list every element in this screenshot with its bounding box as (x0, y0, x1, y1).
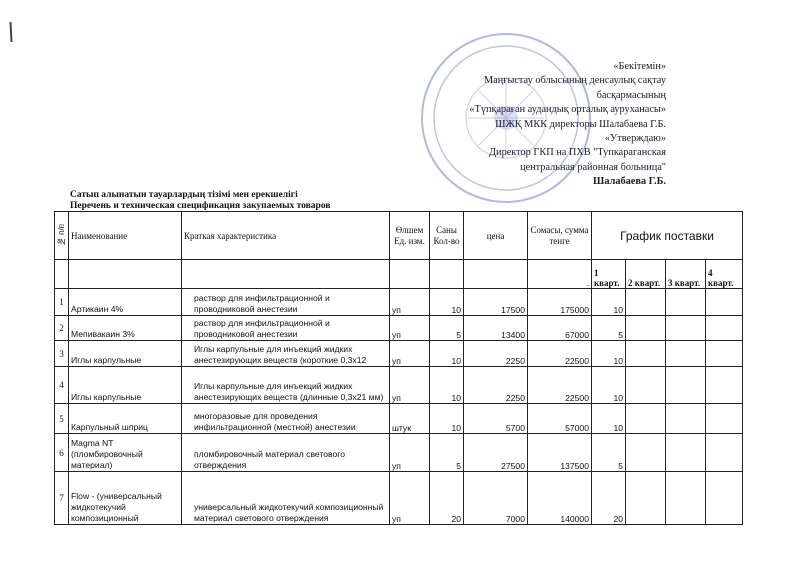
item-quarter-2 (626, 316, 666, 341)
item-quarter-2 (626, 289, 666, 316)
item-description: Иглы карпульные для инъекций жидких анестезирующих веществ (длинные 0,3х21 мм) (182, 367, 390, 404)
item-name: Magma NT (пломбировочный материал) (69, 434, 182, 472)
item-quarter-3 (666, 341, 706, 367)
header-sum: Сомасы, сумма тенге (528, 212, 592, 260)
header-mark: . (528, 260, 592, 289)
item-quarter-4 (706, 289, 743, 316)
document-title (70, 190, 330, 212)
approval-line: Маңғыстау облысының денсаулық сақтау (483, 75, 666, 87)
header-short-description: Краткая характеристика (182, 212, 390, 260)
row-number: 5 (55, 404, 69, 434)
item-description: многоразовые для проведения инфильтрационной (местной) анестезии (182, 404, 390, 434)
item-unit: уп (390, 434, 430, 472)
item-quantity: 10 (430, 341, 464, 367)
row-number: 3 (55, 341, 69, 367)
quarter-1-header: 1 кварт. (592, 260, 626, 289)
item-price: 2250 (464, 367, 528, 404)
item-sum: 175000 (528, 289, 592, 316)
item-price: 2250 (464, 341, 528, 367)
approval-line: ШЖҚ МКК директоры Шалабаева Г.Б. (495, 118, 666, 130)
item-quantity: 10 (430, 404, 464, 434)
header-row (55, 212, 743, 260)
item-quarter-3 (666, 367, 706, 404)
row-number: 6 (55, 434, 69, 472)
item-quarter-3 (666, 404, 706, 434)
item-name: Flow - (универсальный жидкотекучий композиционный (69, 472, 182, 525)
approval-line: Директор ГКП на ПХВ "Тупкараганская (489, 147, 666, 159)
item-quarter-3 (666, 472, 706, 525)
item-unit: уп (390, 341, 430, 367)
item-sum: 22500 (528, 367, 592, 404)
header-quantity: Саны Кол-во (430, 212, 464, 260)
item-quarter-2 (626, 404, 666, 434)
item-sum: 140000 (528, 472, 592, 525)
table-row (55, 316, 743, 341)
quarter-2-header: 2 кварт. (626, 260, 666, 289)
item-description: универсальный жидкотекучий композиционный материал светового отверждения (182, 472, 390, 525)
quarter-header-row (55, 260, 743, 289)
title-ru: Перечень и техническая спецификация закупаемых товаров (70, 201, 331, 211)
item-quantity: 5 (430, 316, 464, 341)
item-name: Артикаин 4% (69, 289, 182, 316)
item-description: пломбировочный материал светового отверждения (182, 434, 390, 472)
approval-signature: Шалабаева Г.Б. (593, 176, 666, 188)
table-row (55, 289, 743, 316)
table-row (55, 341, 743, 367)
item-price: 27500 (464, 434, 528, 472)
item-quarter-2 (626, 341, 666, 367)
item-quarter-4 (706, 404, 743, 434)
quarter-4-header: 4 кварт. (706, 260, 743, 289)
item-unit: штук (390, 404, 430, 434)
header-unit: Өлшем Ед. изм. (390, 212, 430, 260)
item-quarter-2 (626, 367, 666, 404)
item-quarter-4 (706, 472, 743, 525)
item-name: Иглы карпульные (69, 341, 182, 367)
item-quantity: 5 (430, 434, 464, 472)
title-kz: Сатып алынатын тауарлардың тізімі мен ерекшелігі (70, 190, 298, 200)
item-quarter-1: 5 (592, 434, 626, 472)
header-name: Наименование (69, 212, 182, 260)
specification-table (54, 211, 743, 525)
item-sum: 22500 (528, 341, 592, 367)
item-description: раствор для инфильтрационной и проводниковой анестезии (182, 289, 390, 316)
item-quarter-1: 10 (592, 341, 626, 367)
item-quarter-1: 10 (592, 367, 626, 404)
item-sum: 57000 (528, 404, 592, 434)
approval-line: «Утверждаю» (604, 133, 666, 145)
approval-line: «Түпқараған аудандық орталық ауруханасы» (469, 104, 666, 116)
item-price: 7000 (464, 472, 528, 525)
table-row (55, 472, 743, 525)
approval-block (469, 60, 666, 190)
item-quarter-4 (706, 316, 743, 341)
item-quarter-3 (666, 434, 706, 472)
item-quarter-1: 20 (592, 472, 626, 525)
header-delivery-schedule: График поставки (592, 212, 743, 260)
item-quarter-2 (626, 434, 666, 472)
item-quarter-1: 5 (592, 316, 626, 341)
table-row (55, 367, 743, 404)
item-quarter-1: 10 (592, 404, 626, 434)
item-quarter-4 (706, 341, 743, 367)
item-price: 17500 (464, 289, 528, 316)
item-unit: уп (390, 472, 430, 525)
item-quarter-2 (626, 472, 666, 525)
item-quarter-3 (666, 316, 706, 341)
row-number: 1 (55, 289, 69, 316)
row-number: 7 (55, 472, 69, 525)
row-number: 2 (55, 316, 69, 341)
item-quantity: 10 (430, 289, 464, 316)
item-unit: уп (390, 289, 430, 316)
item-description: раствор для инфильтрационной и проводниковой анестезии (182, 316, 390, 341)
item-quantity: 10 (430, 367, 464, 404)
row-number: 4 (55, 367, 69, 404)
item-name: Мепивакаин 3% (69, 316, 182, 341)
item-name: Иглы карпульные (69, 367, 182, 404)
approval-line: центральная районная больница" (520, 161, 666, 173)
item-quarter-4 (706, 367, 743, 404)
item-price: 13400 (464, 316, 528, 341)
item-sum: 67000 (528, 316, 592, 341)
item-quarter-4 (706, 434, 743, 472)
table-row (55, 434, 743, 472)
item-description: Иглы карпульные для инъекций жидких анестезирующих веществ (короткие 0,3х12 (182, 341, 390, 367)
header-number: № п/п (55, 212, 69, 260)
header-price: цена (464, 212, 528, 260)
approval-line: басқармасының (596, 89, 666, 101)
item-unit: уп (390, 316, 430, 341)
item-unit: уп (390, 367, 430, 404)
item-quarter-3 (666, 289, 706, 316)
table-row (55, 404, 743, 434)
scan-edge-mark (9, 22, 12, 42)
item-quantity: 20 (430, 472, 464, 525)
item-name: Карпульный шприц (69, 404, 182, 434)
quarter-3-header: 3 кварт. (666, 260, 706, 289)
item-price: 5700 (464, 404, 528, 434)
item-sum: 137500 (528, 434, 592, 472)
item-quarter-1: 10 (592, 289, 626, 316)
approval-line: «Бекітемін» (613, 61, 666, 72)
